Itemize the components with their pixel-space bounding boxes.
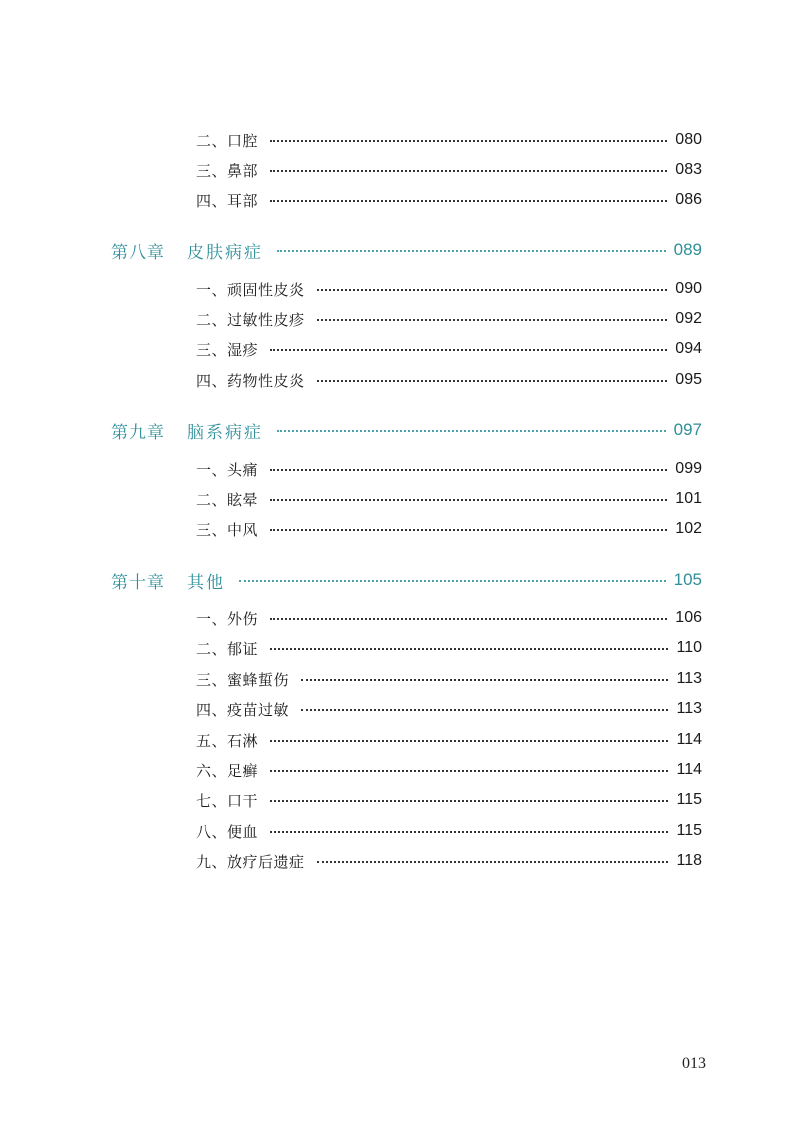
toc-item[interactable]	[196, 818, 702, 844]
chapter-title: 脑系病症	[187, 422, 263, 443]
dot-leader	[270, 800, 668, 802]
chapter-number: 第九章	[111, 422, 165, 443]
toc-item-label: 五、石淋	[196, 731, 259, 750]
toc-item[interactable]	[196, 516, 702, 542]
toc-item-label: 一、头痛	[196, 460, 259, 479]
chapter-number: 第八章	[111, 242, 165, 263]
toc-item-label: 二、口腔	[196, 131, 259, 150]
toc-item[interactable]	[196, 787, 702, 813]
dot-leader	[239, 580, 666, 582]
toc-item-label: 一、外伤	[196, 609, 259, 628]
dot-leader	[277, 430, 666, 432]
toc-item[interactable]	[196, 727, 702, 753]
dot-leader	[270, 170, 667, 172]
chapter-title: 其他	[187, 572, 225, 593]
toc-item[interactable]	[196, 157, 702, 183]
toc-item[interactable]	[196, 276, 702, 302]
toc-item-label: 四、疫苗过敏	[196, 700, 290, 719]
toc-item-label: 三、中风	[196, 520, 259, 539]
chapter-title: 皮肤病症	[187, 242, 263, 263]
dot-leader	[270, 618, 667, 620]
dot-leader	[270, 200, 667, 202]
toc-item[interactable]	[196, 757, 702, 783]
dot-leader	[317, 319, 668, 321]
toc-item-label: 九、放疗后遗症	[196, 852, 305, 871]
toc-item[interactable]	[196, 635, 702, 661]
dot-leader	[270, 469, 667, 471]
toc-item-label: 七、口干	[196, 791, 259, 810]
toc-chapter-heading[interactable]	[111, 235, 702, 265]
toc-item-label: 二、过敏性皮疹	[196, 310, 305, 329]
toc-item[interactable]	[196, 187, 702, 213]
toc-item-label: 三、鼻部	[196, 161, 259, 180]
toc-item[interactable]	[196, 666, 702, 692]
dot-leader	[270, 770, 668, 772]
toc-item-page: 090	[675, 280, 702, 297]
toc-chapter-heading[interactable]	[111, 415, 702, 445]
dot-leader	[270, 740, 668, 742]
toc-item-label: 四、药物性皮炎	[196, 371, 305, 390]
dot-leader	[277, 250, 666, 252]
toc-item-label: 一、顽固性皮炎	[196, 280, 305, 299]
dot-leader	[270, 349, 667, 351]
chapter-page: 097	[673, 420, 702, 439]
page-number: 013	[682, 1055, 706, 1072]
dot-leader	[301, 709, 668, 711]
toc-item-label: 八、便血	[196, 822, 259, 841]
toc-item-page: 118	[676, 852, 702, 869]
chapter-page: 089	[673, 240, 702, 259]
toc-item-page: 114	[676, 731, 702, 748]
toc-item[interactable]	[196, 696, 702, 722]
toc-item-page: 092	[675, 310, 702, 327]
chapter-page: 105	[673, 570, 702, 589]
toc-item-label: 三、湿疹	[196, 340, 259, 359]
toc-item[interactable]	[196, 127, 702, 153]
toc-item-label: 二、眩晕	[196, 490, 259, 509]
toc-item-label: 二、郁证	[196, 639, 259, 658]
toc-item[interactable]	[196, 848, 702, 874]
toc-item-page: 095	[675, 371, 702, 388]
toc-item-label: 四、耳部	[196, 191, 259, 210]
toc-item-page: 080	[675, 131, 702, 148]
toc-item[interactable]	[196, 456, 702, 482]
toc-item-label: 六、足癣	[196, 761, 259, 780]
toc-item-label: 三、蜜蜂蜇伤	[196, 670, 290, 689]
toc-item-page: 113	[676, 700, 702, 717]
toc-item-page: 101	[675, 490, 702, 507]
toc-item-page: 115	[676, 791, 702, 808]
toc-item-page: 106	[675, 609, 702, 626]
toc-item-page: 086	[675, 191, 702, 208]
toc-item-page: 102	[675, 520, 702, 537]
dot-leader	[317, 380, 668, 382]
dot-leader	[301, 679, 668, 681]
chapter-number: 第十章	[111, 572, 165, 593]
toc-item-page: 114	[676, 761, 702, 778]
toc-item-page: 083	[675, 161, 702, 178]
toc-item[interactable]	[196, 367, 702, 393]
toc-item[interactable]	[196, 605, 702, 631]
toc-chapter-heading[interactable]	[111, 565, 702, 595]
toc-item[interactable]	[196, 336, 702, 362]
dot-leader	[270, 529, 667, 531]
toc-item-page: 110	[676, 639, 702, 656]
toc-item-page: 099	[675, 460, 702, 477]
toc-item-page: 115	[676, 822, 702, 839]
dot-leader	[270, 831, 668, 833]
toc-item[interactable]	[196, 306, 702, 332]
dot-leader	[270, 140, 667, 142]
toc-item-page: 094	[675, 340, 702, 357]
dot-leader	[270, 648, 668, 650]
toc-item-page: 113	[676, 670, 702, 687]
dot-leader	[270, 499, 667, 501]
dot-leader	[317, 289, 668, 291]
toc-item[interactable]	[196, 486, 702, 512]
dot-leader	[317, 861, 669, 863]
